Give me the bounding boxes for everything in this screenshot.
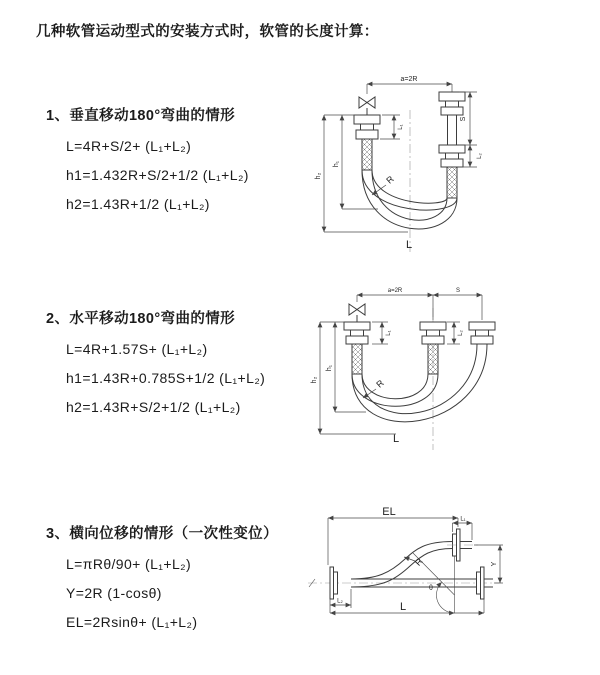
- section-1: [46, 104, 326, 212]
- dimension-a-2r: [367, 76, 452, 94]
- braided-section: [362, 139, 372, 170]
- formula-line: L=πRθ/90+ (L₁+L₂): [66, 556, 192, 572]
- dim-label-s: S: [460, 116, 467, 122]
- radius-label: R: [374, 377, 386, 390]
- dimension-s: [433, 288, 482, 320]
- braided-section: [447, 167, 457, 198]
- dim-label-a2r: a=2R: [400, 76, 418, 83]
- right-pipe-assembly: [469, 322, 495, 344]
- formula-line: h2=1.43R+1/2 (L₁+L₂): [66, 196, 210, 212]
- hose-s-curve: [351, 542, 453, 588]
- dim-label-y: Y: [491, 561, 498, 567]
- formula-line: L=4R+1.57S+ (L₁+L₂): [66, 341, 208, 357]
- hose-u-curves: [352, 344, 487, 422]
- dim-label-el: EL: [382, 506, 396, 518]
- dim-label-l1: L₁: [386, 330, 392, 336]
- valve-icon: [359, 97, 375, 108]
- formula-line: Y=2R (1-cosθ): [66, 585, 162, 601]
- diagram-2-svg: [308, 282, 600, 460]
- dim-label-h2: h₂: [311, 376, 318, 384]
- section-3: [46, 522, 326, 630]
- dim-label-l2: L₂: [458, 330, 464, 336]
- dimension-l2: [447, 322, 464, 344]
- middle-pipe-assembly: [420, 322, 446, 374]
- dimension-el: [328, 506, 458, 565]
- left-flange: [330, 567, 338, 599]
- radius-label: R: [384, 173, 396, 186]
- dim-label-l2: L₂: [337, 598, 343, 605]
- section-2: [46, 307, 326, 415]
- section-1-heading: 1、垂直移动180°弯曲的情形: [46, 108, 236, 124]
- diagram-lateral-displacement: [303, 500, 600, 663]
- radius-label: R: [412, 556, 425, 568]
- dim-label-a2r: a=2R: [387, 288, 403, 294]
- left-pipe-assembly: [344, 304, 370, 374]
- angle-label-theta: θ: [429, 585, 433, 592]
- dim-label-l1: L₁: [460, 516, 466, 523]
- dimension-l1: [380, 115, 404, 139]
- dim-label-l2: L₂: [477, 153, 483, 159]
- length-label: L: [405, 239, 413, 251]
- section-2-heading: 2、水平移动180°弯曲的情形: [46, 311, 236, 327]
- dim-label-h1: h₁: [326, 364, 333, 372]
- dim-label-h1: h₁: [333, 160, 340, 168]
- hose-u-curves: [362, 170, 457, 229]
- dim-label-h2: h₂: [315, 172, 322, 180]
- braided-section: [428, 344, 438, 374]
- formula-line: L=4R+S/2+ (L₁+L₂): [66, 138, 192, 154]
- formula-line: h1=1.43R+0.785S+1/2 (L₁+L₂): [66, 370, 266, 386]
- formula-line: h2=1.43R+S/2+1/2 (L₁+L₂): [66, 399, 241, 415]
- dimension-l1: [372, 322, 392, 344]
- dim-label-l: L: [399, 601, 407, 613]
- diagram-3-svg: [303, 500, 600, 658]
- diagram-vertical-180-bend: [312, 72, 590, 265]
- diagram-horizontal-180-bend: [308, 282, 600, 465]
- dim-label-s: S: [455, 288, 461, 294]
- dim-label-l1: L₁: [398, 124, 404, 130]
- formula-line: h1=1.432R+S/2+1/2 (L₁+L₂): [66, 167, 249, 183]
- formula-line: EL=2Rsinθ+ (L₁+L₂): [66, 614, 198, 630]
- length-label: L: [392, 433, 400, 445]
- dimension-l: [330, 599, 484, 613]
- left-pipe-assembly: [354, 97, 380, 170]
- dimension-a-2r: [357, 288, 433, 320]
- braided-section: [352, 344, 362, 374]
- valve-icon: [349, 304, 365, 315]
- section-3-heading: 3、横向位移的情形（一次性变位）: [46, 526, 278, 542]
- diagram-1-svg: [312, 72, 590, 260]
- page-title: 几种软管运动型式的安装方式时，软管的长度计算：: [36, 24, 379, 40]
